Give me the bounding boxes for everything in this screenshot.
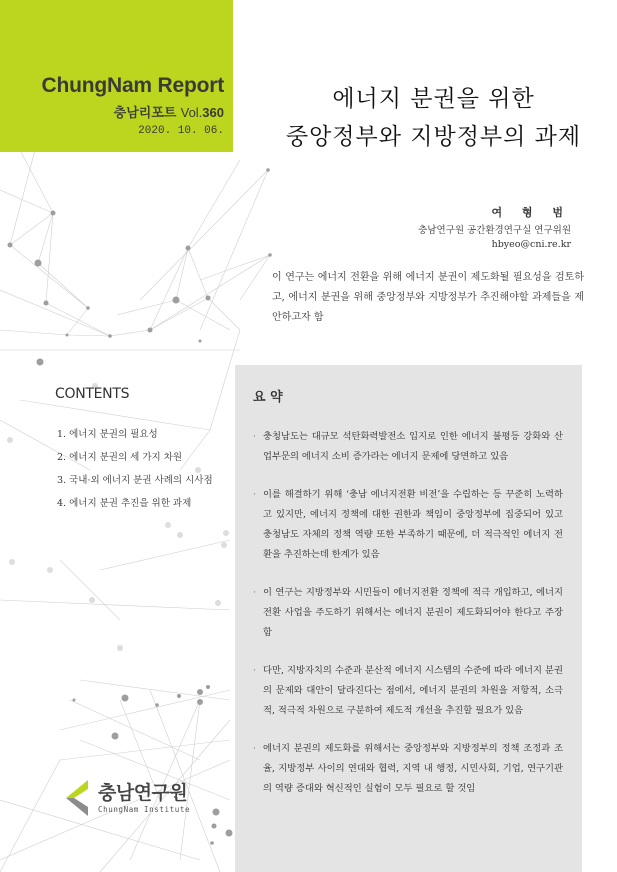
summary-item xyxy=(253,661,563,721)
logo-english: ChungNam Institute xyxy=(98,804,191,814)
bullet-icon: · xyxy=(253,489,256,500)
summary-item-text: 이를 해결하기 위해 ‘충남 에너지전환 비전’을 수립하는 등 꾸준히 노력하고 있지만, 에너지 정책에 대한 권한과 책임이 중앙정부에 집중되어 있고 충청남도 자체의 정책 역량 또한 부족하기 때문에, 더 적극적인 에너지 전환을 추진하는데 한계가 있음 xyxy=(263,489,563,560)
institute-logo xyxy=(66,780,190,816)
author-block xyxy=(418,206,571,252)
volume-number: 360 xyxy=(202,105,224,120)
contents-list xyxy=(57,423,213,515)
summary-item-text: 다만, 지방자치의 수준과 분산적 에너지 시스템의 수준에 따라 에너지 분권의 문제와 대안이 달라진다는 점에서, 에너지 분권의 차원을 저항적, 소극적, 적극적 차원으로 구분하여 제도적 개선을 추진할 필요가 있음 xyxy=(263,665,563,716)
contents-item[interactable]: 4. 에너지 분권 추진을 위한 과제 xyxy=(57,498,192,509)
contents-heading: CONTENTS xyxy=(55,386,130,402)
bullet-icon: · xyxy=(253,665,256,676)
summary-item-text: 이 연구는 지방정부와 시민들이 에너지전환 정책에 적극 개입하고, 에너지전환 사업을 주도하기 위해서는 에너지 분권이 제도화되어야 한다고 주장함 xyxy=(263,587,563,638)
summary-item-text: 에너지 분권의 제도화를 위해서는 중앙정부와 지방정부의 정책 조정과 조율, 지방정부 사이의 연대와 협력, 지역 내 행정, 시민사회, 기업, 연구기관의 역량 증대와 혁신적인 실험이 모두 필요로 할 것임 xyxy=(263,743,563,794)
page-title xyxy=(240,80,617,156)
author-name: 여 형 범 xyxy=(491,206,571,219)
summary-item xyxy=(253,739,563,799)
contents-item[interactable]: 2. 에너지 분권의 세 가지 차원 xyxy=(57,452,183,463)
summary-heading: 요 약 xyxy=(253,390,283,405)
bullet-icon: · xyxy=(253,743,256,754)
title-line-1: 에너지 분권을 위한 xyxy=(332,86,535,112)
author-email[interactable]: hbyeo@cni.re.kr xyxy=(491,239,571,250)
report-volume xyxy=(114,102,224,121)
author-affiliation: 충남연구원 공간환경연구실 연구위원 xyxy=(418,225,571,236)
contents-item[interactable]: 3. 국내·외 에너지 분권 사례의 시사점 xyxy=(57,475,213,486)
title-line-2: 중앙정부와 지방정부의 과제 xyxy=(285,124,582,150)
summary-item xyxy=(253,485,563,565)
volume-label: Vol. xyxy=(180,105,203,120)
summary-item xyxy=(253,427,563,467)
chungnam-logo-mark-icon xyxy=(66,780,94,816)
contents-item[interactable]: 1. 에너지 분권의 필요성 xyxy=(57,429,158,440)
report-header-block xyxy=(0,0,233,152)
logo-korean: 충남연구원 xyxy=(98,781,188,804)
report-date: 2020. 10. 06. xyxy=(138,125,224,137)
brand-korean: 충남리포트 xyxy=(113,106,177,121)
abstract-text: 이 연구는 에너지 전환을 위해 에너지 분권이 제도화될 필요성을 검토하고, 에너지 분권을 위해 중앙정부와 지방정부가 추진해야할 과제들을 제안하고자 함 xyxy=(272,272,584,323)
summary-item xyxy=(253,583,563,643)
summary-item-text: 충청남도는 대규모 석탄화력발전소 입지로 인한 에너지 불평등 강화와 산업부문의 에너지 소비 증가라는 에너지 문제에 당면하고 있음 xyxy=(263,431,563,462)
summary-panel xyxy=(235,365,582,872)
summary-list xyxy=(253,427,563,817)
bullet-icon: · xyxy=(253,587,256,598)
brand-title: ChungNam Report xyxy=(41,74,224,97)
bullet-icon: · xyxy=(253,431,256,442)
